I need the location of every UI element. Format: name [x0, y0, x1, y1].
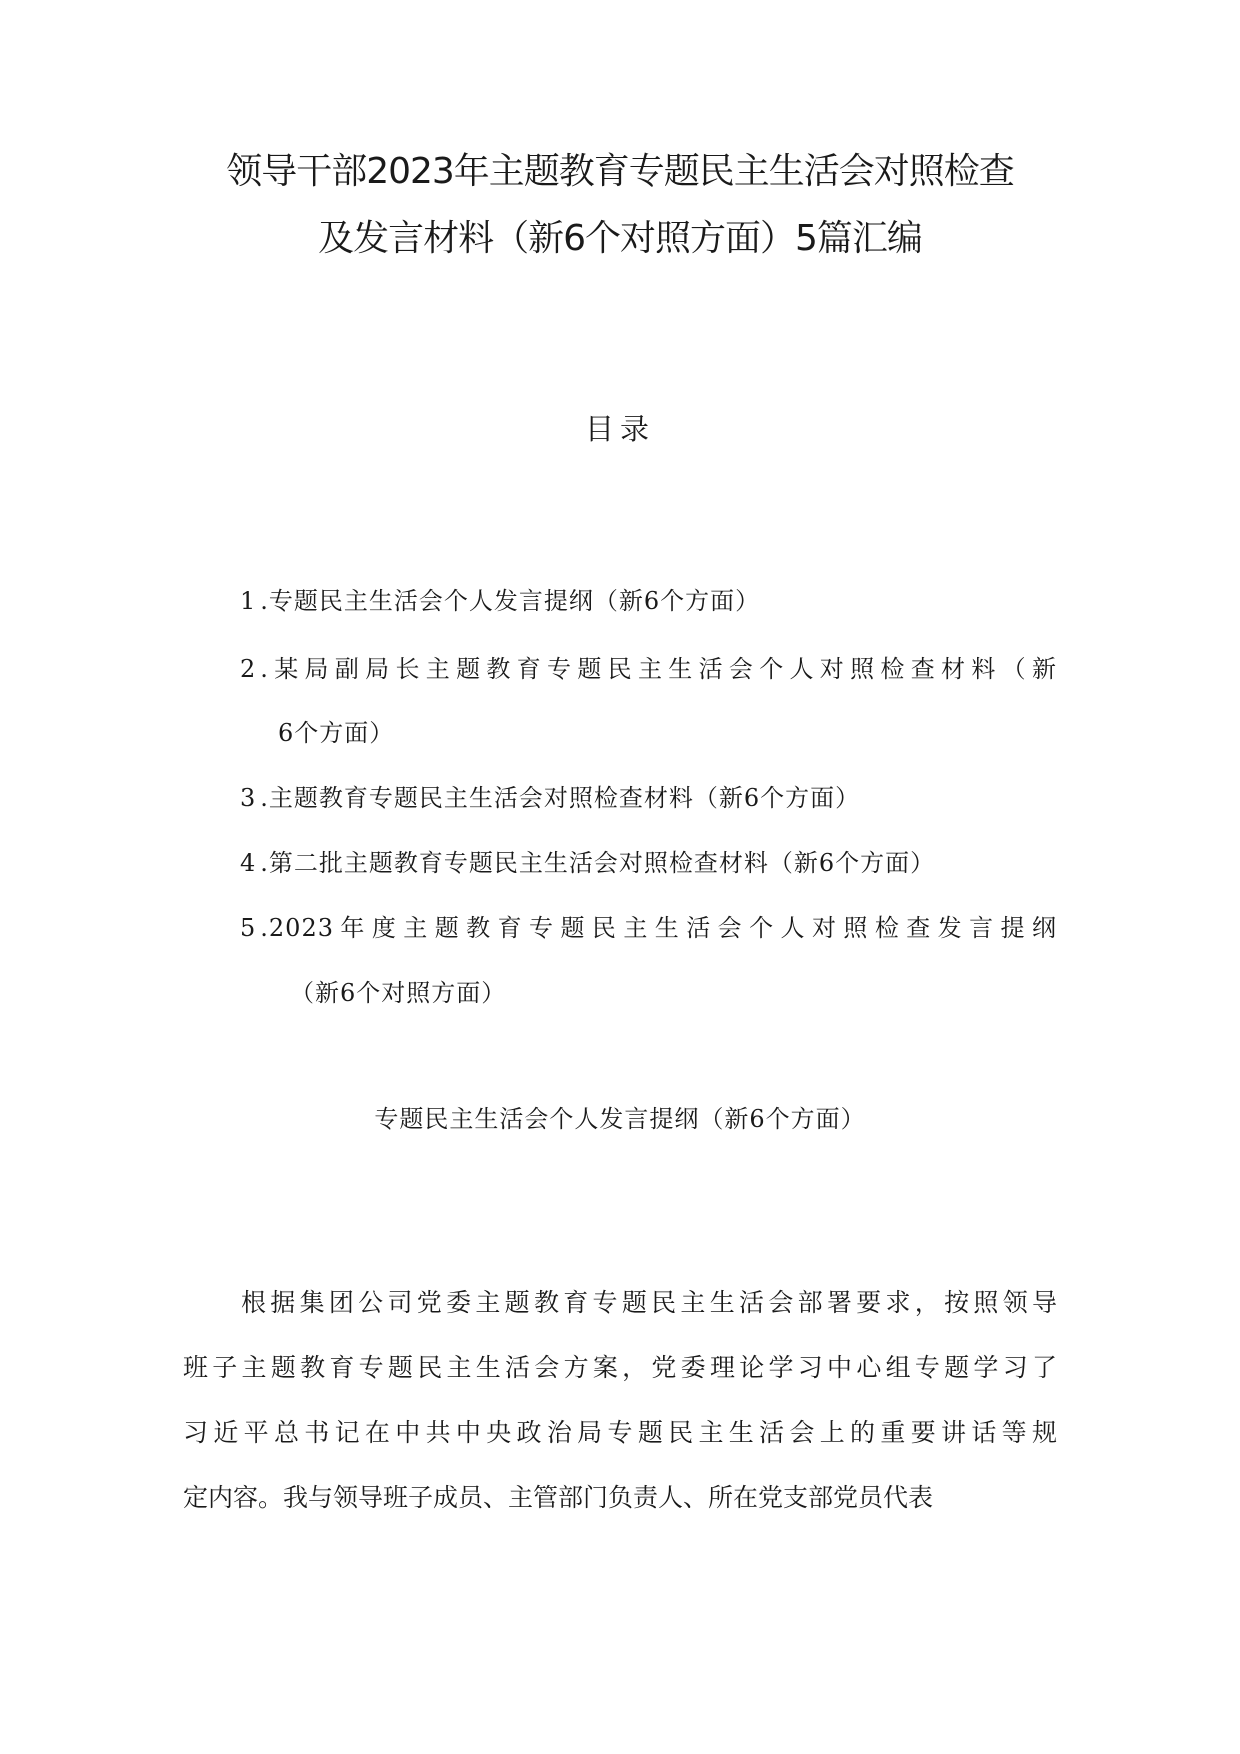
- toc-item-3: [240, 785, 860, 811]
- toc-item-number: 5: [240, 914, 257, 942]
- toc-item-text: .第二批主题教育专题民主生活会对照检查材料（新6个方面）: [260, 849, 936, 877]
- toc-item-text: .专题民主生活会个人发言提纲（新6个方面）: [260, 587, 761, 615]
- toc-item-2: [240, 656, 1057, 682]
- toc-item-2-continuation: 6个方面）: [278, 719, 395, 747]
- body-paragraph-line: 根据集团公司党委主题教育专题民主生活会部署要求，按照领导: [241, 1288, 1057, 1317]
- toc-item-number: 1: [240, 587, 257, 615]
- toc-item-number: 3: [240, 784, 257, 812]
- toc-item-text: .主题教育专题民主生活会对照检查材料（新6个方面）: [260, 784, 861, 812]
- body-paragraph-line: 班子主题教育专题民主生活会方案，党委理论学习中心组专题学习了: [183, 1353, 1057, 1382]
- toc-item-text: .2023年度主题教育专题民主生活会个人对照检查发言提纲: [260, 914, 1057, 942]
- toc-item-1: [240, 588, 760, 614]
- toc-item-5-continuation: （新6个对照方面）: [290, 979, 507, 1007]
- body-paragraph-line: 习近平总书记在中共中央政治局专题民主生活会上的重要讲话等规: [183, 1418, 1057, 1447]
- toc-item-text: .某局副局长主题教育专题民主生活会个人对照检查材料（新: [260, 655, 1057, 683]
- toc-item-number: 4: [240, 849, 257, 877]
- toc-item-4: [240, 850, 935, 876]
- document-title-line-2: 及发言材料（新6个对照方面）5篇汇编: [318, 218, 922, 259]
- toc-item-number: 2: [240, 655, 257, 683]
- section-title: 专题民主生活会个人发言提纲（新6个方面）: [374, 1105, 866, 1133]
- document-title-line-1: 领导干部2023年主题教育专题民主生活会对照检查: [226, 151, 1014, 192]
- body-paragraph-line: 定内容。我与领导班子成员、主管部门负责人、所在党支部党员代表: [183, 1483, 934, 1512]
- toc-heading: 目录: [584, 412, 655, 446]
- toc-item-5: [240, 915, 1057, 941]
